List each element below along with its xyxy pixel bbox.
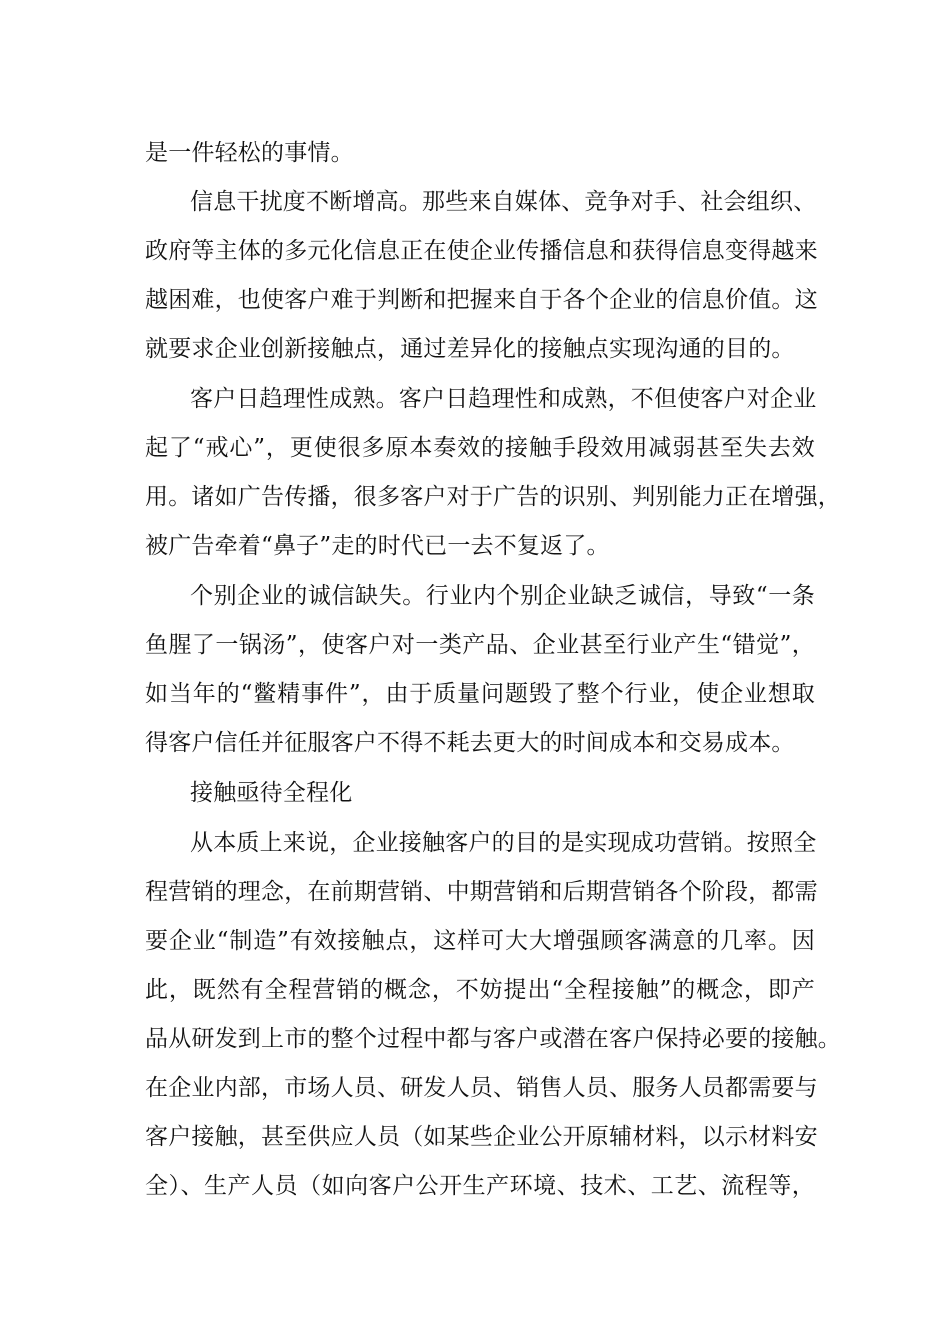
text-line: 客户接触，甚至供应人员（如某些企业公开原辅材料，以示材料安 xyxy=(145,1124,818,1150)
text-line: 要企业“制造”有效接触点，这样可大大增强顾客满意的几率。因 xyxy=(145,928,815,954)
paragraph-first-line: 从本质上来说，企业接触客户的目的是实现成功营销。按照全 xyxy=(190,830,817,856)
text-line: 如当年的“鳖精事件”，由于质量问题毁了整个行业，使企业想取 xyxy=(145,681,815,707)
text-line: 就要求企业创新接触点，通过差异化的接触点实现沟通的目的。 xyxy=(145,336,795,362)
text-line: 用。诸如广告传播，很多客户对于广告的识别、判别能力正在增强， xyxy=(145,484,841,510)
text-line: 全）、生产人员（如向客户公开生产环境、技术、工艺、流程等， xyxy=(145,1173,815,1199)
text-line: 被广告牵着“鼻子”走的时代已一去不复返了。 xyxy=(145,533,610,559)
paragraph-first-line: 客户日趋理性成熟。客户日趋理性和成熟，不但使客户对企业 xyxy=(190,386,817,412)
text-line: 越困难，也使客户难于判断和把握来自于各个企业的信息价值。这 xyxy=(145,287,818,313)
paragraph-first-line: 个别企业的诚信缺失。行业内个别企业缺乏诚信，导致“一条 xyxy=(190,583,815,609)
text-line: 此，既然有全程营销的概念，不妨提出“全程接触”的概念，即产 xyxy=(145,977,815,1003)
text-line: 程营销的理念，在前期营销、中期营销和后期营销各个阶段，都需 xyxy=(145,879,818,905)
text-line: 得客户信任并征服客户不得不耗去更大的时间成本和交易成本。 xyxy=(145,730,795,756)
text-line: 是一件轻松的事情。 xyxy=(145,140,354,166)
text-line: 在企业内部，市场人员、研发人员、销售人员、服务人员都需要与 xyxy=(145,1075,818,1101)
section-heading: 接触亟待全程化 xyxy=(190,780,353,806)
text-line: 政府等主体的多元化信息正在使企业传播信息和获得信息变得越来 xyxy=(145,238,818,264)
text-line: 起了“戒心”，更使很多原本奏效的接触手段效用减弱甚至失去效 xyxy=(145,435,815,461)
paragraph-first-line: 信息干扰度不断增高。那些来自媒体、竞争对手、社会组织、 xyxy=(190,189,817,215)
text-line: 品从研发到上市的整个过程中都与客户或潜在客户保持必要的接触。 xyxy=(145,1026,841,1052)
text-line: 鱼腥了一锅汤”，使客户对一类产品、企业甚至行业产生“错觉”， xyxy=(145,632,815,658)
